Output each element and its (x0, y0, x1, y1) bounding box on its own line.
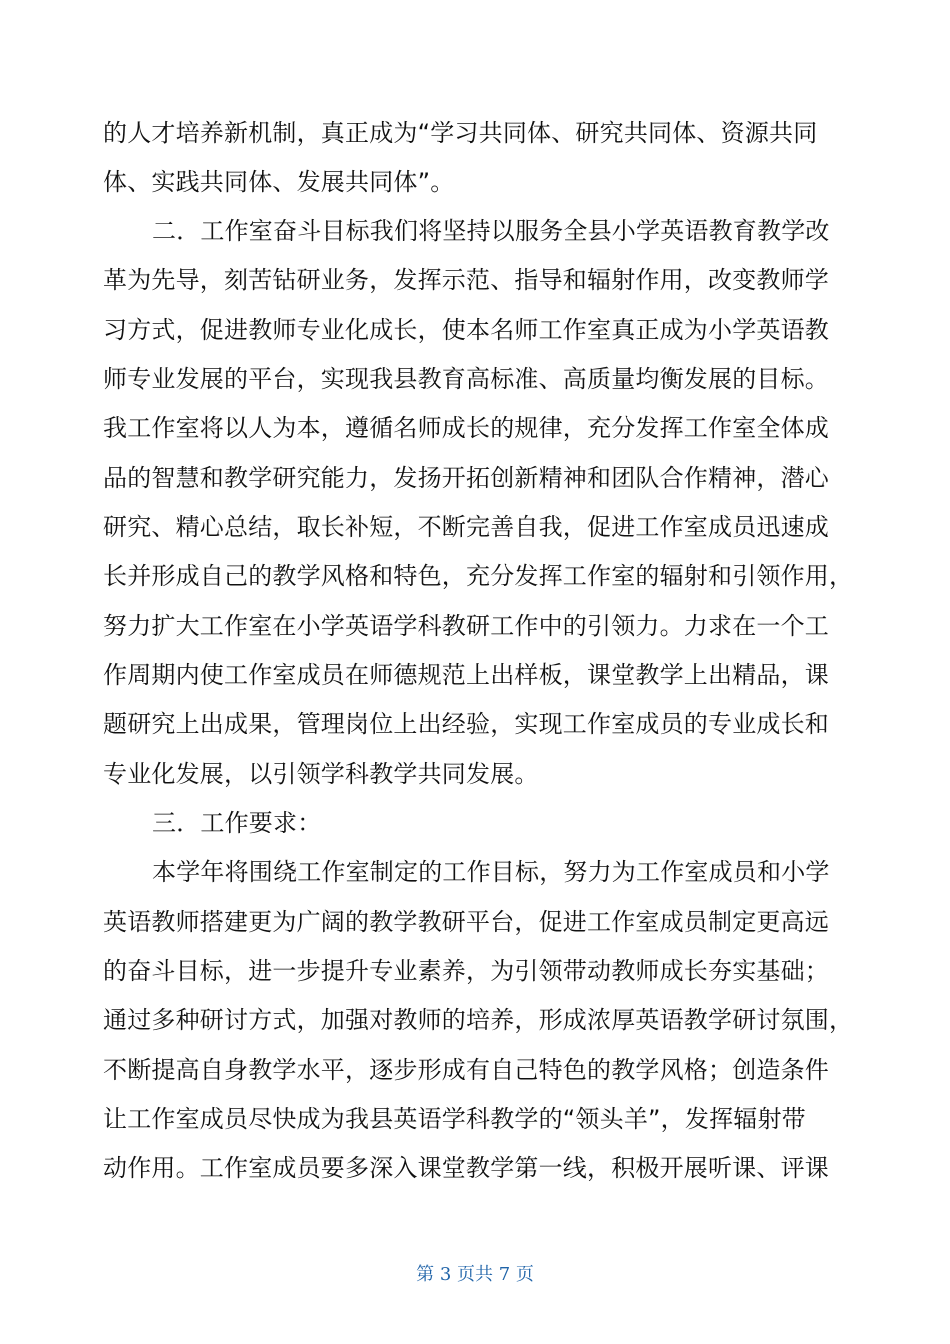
text-line: 专业化发展，以引领学科教学共同发展。 (103, 760, 539, 788)
text-line: 长并形成自己的教学风格和特色，充分发挥工作室的辐射和引领作用， (103, 562, 854, 590)
text-line: 作周期内使工作室成员在师德规范上出样板，课堂教学上出精品，课 (103, 661, 829, 689)
text-line: 我工作室将以人为本，遵循名师成长的规律，充分发挥工作室全体成 (103, 414, 829, 442)
section-heading-line: 二．工作室奋斗目标我们将坚持以服务全县小学英语教育教学改 (152, 217, 830, 245)
text-line: 努力扩大工作室在小学英语学科教研工作中的引领力。力求在一个工 (103, 612, 829, 640)
text-line: 动作用。工作室成员要多深入课堂教学第一线，积极开展听课、评课 (103, 1154, 829, 1182)
page-number-footer: 第 3 页共 7 页 (416, 1264, 534, 1285)
section-heading-line: 三．工作要求： (152, 809, 322, 837)
text-line: 的奋斗目标，进一步提升专业素养，为引领带动教师成长夯实基础； (103, 957, 829, 985)
text-line: 让工作室成员尽快成为我县英语学科教学的“领头羊”，发挥辐射带 (103, 1105, 806, 1133)
text-line: 革为先导，刻苦钻研业务，发挥示范、指导和辐射作用，改变教师学 (103, 266, 829, 294)
text-line: 不断提高自身教学水平，逐步形成有自己特色的教学风格；创造条件 (103, 1056, 829, 1084)
text-line: 英语教师搭建更为广阔的教学教研平台，促进工作室成员制定更高远 (103, 908, 829, 936)
text-line: 本学年将围绕工作室制定的工作目标，努力为工作室成员和小学 (152, 858, 830, 886)
text-line: 体、实践共同体、发展共同体”。 (103, 168, 455, 196)
text-line: 通过多种研讨方式，加强对教师的培养，形成浓厚英语教学研讨氛围， (103, 1006, 854, 1034)
text-line: 的人才培养新机制，真正成为“学习共同体、研究共同体、资源共同 (103, 119, 818, 147)
text-line: 研究、精心总结，取长补短，不断完善自我，促进工作室成员迅速成 (103, 513, 829, 541)
text-line: 题研究上出成果，管理岗位上出经验，实现工作室成员的专业成长和 (103, 710, 829, 738)
text-line: 习方式，促进教师专业化成长，使本名师工作室真正成为小学英语教 (103, 316, 829, 344)
text-line: 师专业发展的平台，实现我县教育高标准、高质量均衡发展的目标。 (103, 365, 829, 393)
text-line: 品的智慧和教学研究能力，发扬开拓创新精神和团队合作精神，潜心 (103, 464, 829, 492)
